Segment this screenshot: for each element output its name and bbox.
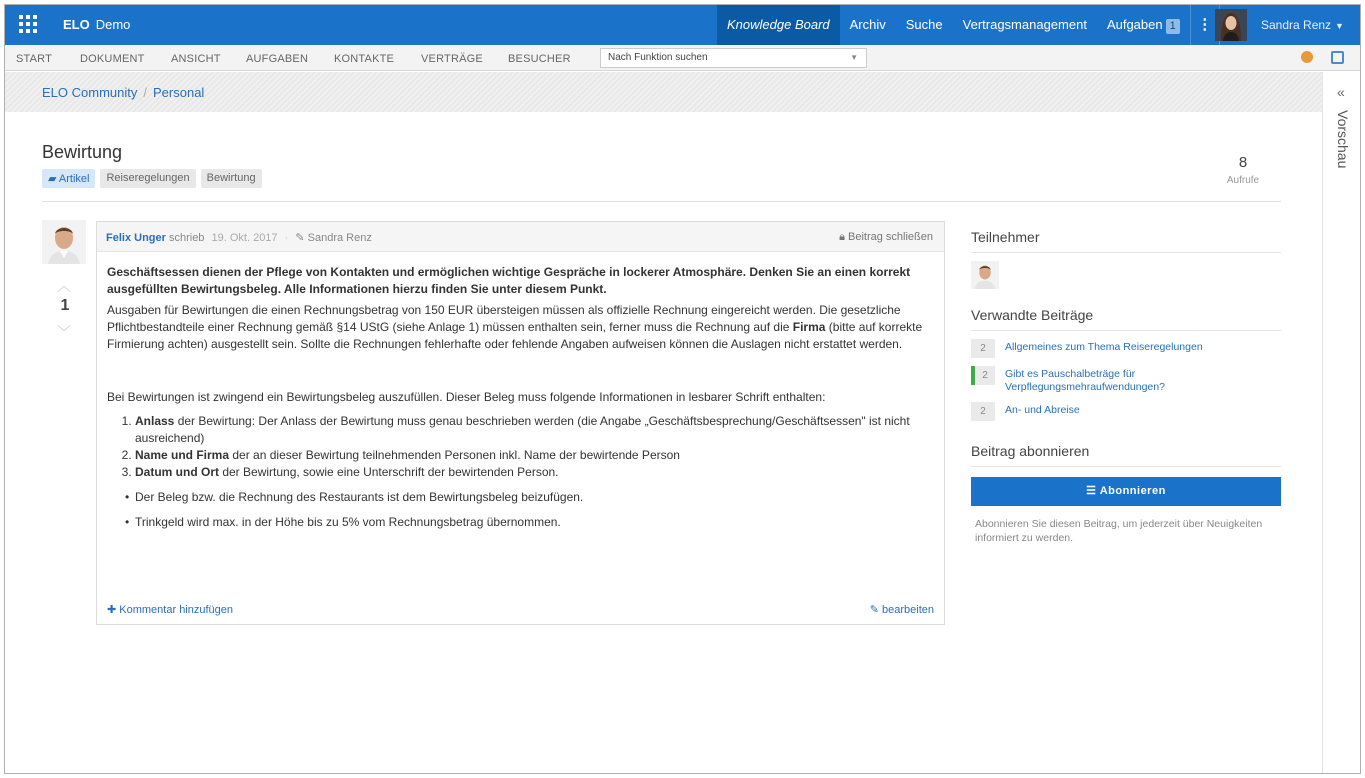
breadcrumb (42, 85, 204, 100)
list-item-bold: Datum und Ort (135, 465, 219, 479)
notes-list (135, 489, 934, 531)
menu-besucher[interactable]: BESUCHER (508, 53, 571, 65)
pencil-icon: ✎ (869, 604, 882, 616)
top-nav (717, 5, 1220, 45)
post-body (97, 252, 944, 531)
function-search-placeholder: Nach Funktion suchen (608, 52, 708, 63)
preview-label: Vorschau (1335, 110, 1351, 169)
post-paragraph: Bei Bewirtungen ist zwingend ein Bewirtungsbeleg auszufüllen. Dieser Beleg muss folgende Informationen in lesbarer Schrift enthalten: (107, 390, 826, 404)
page-title: Bewirtung (42, 142, 123, 162)
related-count: 2 (971, 366, 995, 385)
top-bar (5, 5, 1360, 45)
list-item (135, 413, 934, 447)
nav-archiv[interactable]: Archiv (849, 17, 886, 32)
caret-down-icon: ▼ (1335, 21, 1344, 31)
menu-ansicht[interactable]: ANSICHT (171, 53, 221, 65)
related-item[interactable] (971, 366, 1281, 394)
tag-list (42, 169, 262, 188)
downvote-icon[interactable]: ﹀ (57, 324, 71, 340)
view-count-label: Aufrufe (1226, 175, 1260, 186)
related-item[interactable] (971, 339, 1281, 358)
user-name: Sandra Renz (1261, 18, 1332, 32)
edit-button[interactable] (870, 603, 934, 616)
list-item-bold: Name und Firma (135, 448, 230, 462)
brand-logo: ELO (63, 17, 90, 32)
author-avatar[interactable] (42, 220, 86, 264)
app-grid-icon[interactable] (19, 15, 37, 33)
nav-suche[interactable]: Suche (905, 17, 943, 32)
list-item-text: der Bewirtung, sowie eine Unterschrift der bewirtenden Person. (219, 465, 559, 479)
subscribe-heading: Beitrag abonnieren (971, 443, 1281, 467)
upvote-icon[interactable]: ︿ (57, 278, 71, 294)
rss-icon: ☰ (1086, 485, 1100, 497)
separator-dot: · (284, 232, 289, 244)
list-item (135, 464, 934, 481)
edit-label: bearbeiten (882, 604, 934, 616)
post-editor: Sandra Renz (307, 232, 372, 244)
tag-artikel[interactable] (42, 169, 95, 188)
function-search-dropdown[interactable] (600, 48, 867, 68)
nav-vertragsmanagement[interactable]: Vertragsmanagement (962, 17, 1087, 32)
ribbon-menu (5, 45, 1360, 71)
post-paragraph-bold: Firma (792, 320, 826, 334)
book-icon: ▰ (48, 173, 59, 185)
edit-note-icon: ✎ (295, 232, 305, 244)
participant-avatar[interactable] (971, 261, 999, 289)
more-vertical-icon[interactable]: ⋮ (1197, 16, 1213, 33)
list-item-text: der an dieser Bewirtung teilnehmenden Personen inkl. Name der bewirtende Person (229, 448, 680, 462)
post-date: 19. Okt. 2017 (211, 232, 278, 244)
tag-bewirtung[interactable]: Bewirtung (201, 169, 262, 188)
app-brand[interactable] (63, 17, 130, 32)
cookie-icon[interactable] (1301, 51, 1313, 63)
menu-vertraege[interactable]: VERTRÄGE (421, 53, 483, 65)
requirements-list (135, 413, 934, 481)
view-counter (1223, 154, 1263, 186)
related-item[interactable] (971, 402, 1281, 421)
post-author[interactable]: Felix Unger (106, 232, 166, 244)
app-window (4, 4, 1361, 774)
menu-aufgaben[interactable]: AUFGABEN (246, 53, 309, 65)
preview-panel[interactable] (1322, 72, 1360, 774)
view-count: 8 (1238, 154, 1248, 171)
post-verb: schrieb (168, 232, 205, 244)
list-item-bold: Anlass (135, 414, 175, 428)
close-post-button[interactable] (839, 231, 933, 244)
post-lead: Geschäftsessen dienen der Pflege von Kontakten und ermöglichen wichtige Gespräche in lockerer Atmosphäre. Denken Sie an einen korrekt ausgefüllten Bewirtungsbeleg. Alle Informationen hierzu finden Sie unter diesem Punkt. (107, 265, 911, 296)
participants-heading: Teilnehmer (971, 229, 1281, 253)
add-comment-label: Kommentar hinzufügen (119, 604, 234, 616)
nav-aufgaben-label: Aufgaben (1106, 17, 1163, 32)
sidebar (971, 229, 1281, 545)
tag-label: Artikel (58, 173, 90, 185)
related-heading: Verwandte Beiträge (971, 307, 1281, 331)
fullscreen-icon[interactable] (1331, 51, 1344, 64)
nav-aufgaben[interactable] (1097, 5, 1190, 45)
post-paragraph-text: Ausgaben für Bewirtungen die einen Rechnungsbetrag von 150 EUR übersteigen müssen als offizielle Rechnung eingereicht werden. Die gesetzliche Pflichtbestandteile einer Rechnung gemäß §14 UStG (siehe Anlage 1) müssen enthalten sein, ferner muss die Rechnung auf die (107, 303, 901, 334)
post-paragraph (107, 302, 934, 353)
breadcrumb-item[interactable]: Personal (153, 85, 205, 100)
breadcrumb-bar (5, 72, 1322, 112)
nav-knowledge-board[interactable]: Knowledge Board (717, 5, 840, 45)
related-count: 2 (971, 402, 995, 421)
post-paragraph-text: (bitte auf korrekte Firmierung achten) ausgestellt sein. Sollte die Rechnungen fehlerhafte oder fehlende Angaben aufweisen können die Auslagen nicht erstattet werden. (107, 320, 923, 351)
user-avatar[interactable] (1215, 9, 1247, 41)
subscribe-note: Abonnieren Sie diesen Beitrag, um jederzeit über Neuigkeiten informiert zu werden. (975, 518, 1263, 544)
related-link[interactable]: Gibt es Pauschalbeträge für Verpflegungsmehraufwendungen? (1005, 368, 1165, 393)
menu-kontakte[interactable]: KONTAKTE (334, 53, 395, 65)
tag-reiseregelungen[interactable]: Reiseregelungen (100, 169, 195, 188)
tasks-count-badge: 1 (1166, 19, 1180, 34)
main-content (5, 72, 1322, 774)
post-card (96, 221, 945, 625)
related-count: 2 (971, 339, 995, 358)
subscribe-label: Abonnieren (1099, 485, 1166, 497)
related-link[interactable]: An- und Abreise (1005, 404, 1080, 416)
vote-count: 1 (60, 297, 70, 314)
user-menu[interactable] (1261, 18, 1344, 32)
plus-circle-icon: ✚ (107, 604, 120, 616)
breadcrumb-item[interactable]: ELO Community (42, 85, 138, 100)
breadcrumb-separator: / (143, 85, 147, 100)
list-item: • Trinkgeld wird max. in der Höhe bis zu 5% vom Rechnungsbetrag übernommen. (135, 514, 934, 531)
menu-start[interactable]: START (16, 53, 53, 65)
menu-dokument[interactable]: DOKUMENT (80, 53, 145, 65)
lock-icon: 🔒︎ (839, 231, 848, 243)
chevrons-left-icon[interactable]: « (1337, 84, 1345, 100)
post-header (97, 222, 944, 252)
list-item (135, 447, 934, 464)
chevron-down-icon: ▼ (850, 53, 858, 62)
close-post-label: Beitrag schließen (848, 231, 933, 243)
divider (42, 201, 1281, 202)
related-link[interactable]: Allgemeines zum Thema Reiseregelungen (1005, 341, 1203, 353)
subscribe-button[interactable] (971, 477, 1281, 506)
brand-name: Demo (95, 17, 131, 32)
list-item: • Der Beleg bzw. die Rechnung des Restaurants ist dem Bewirtungsbeleg beizufügen. (135, 489, 934, 506)
add-comment-button[interactable] (107, 603, 233, 616)
list-item-text: der Bewirtung: Der Anlass der Bewirtung muss genau beschrieben werden (die Angabe „Geschäftsbesprechung/Geschäftsessen" ist nicht ausreichend) (135, 414, 910, 445)
